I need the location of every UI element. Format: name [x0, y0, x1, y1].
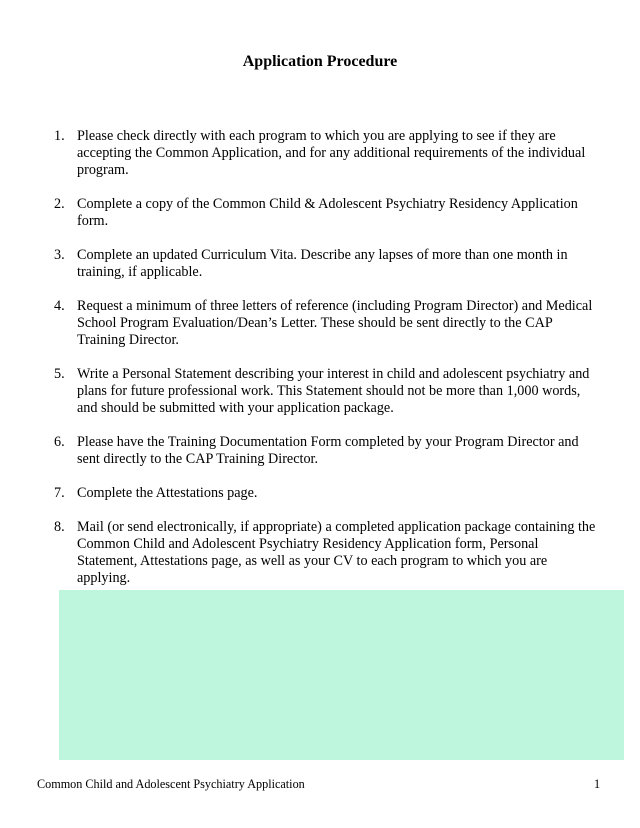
- page-number: 1: [594, 777, 601, 791]
- step-text: Please check directly with each program to which you are applying to see if they are accepting the Common Application, and for any additional requirements of the individual program.: [77, 128, 586, 178]
- highlight-block: [59, 590, 624, 760]
- step-text: Complete the Attestations page.: [77, 485, 258, 501]
- step-number: 2.: [54, 196, 65, 212]
- step-number: 1.: [54, 128, 65, 144]
- step-number: 3.: [54, 247, 65, 263]
- step-text: Complete an updated Curriculum Vita. Describe any lapses of more than one month in training, if applicable.: [77, 247, 568, 280]
- step-number: 7.: [54, 485, 65, 501]
- footer-text: Common Child and Adolescent Psychiatry Application: [37, 777, 305, 791]
- step-number: 8.: [54, 519, 65, 535]
- step-number: 4.: [54, 298, 65, 314]
- step-number: 5.: [54, 366, 65, 382]
- step-text: Complete a copy of the Common Child & Adolescent Psychiatry Residency Application form.: [77, 196, 578, 229]
- step-text: Write a Personal Statement describing your interest in child and adolescent psychiatry and plans for future professional work. This Statement should not be more than 1,000 words, and should be submitted with your application package.: [77, 366, 590, 416]
- procedure-step: [54, 485, 602, 502]
- step-text: Request a minimum of three letters of reference (including Program Director) and Medical School Program Evaluation/Dean’s Letter. These should be sent directly to the CAP Training Director.: [77, 298, 593, 348]
- step-text: Please have the Training Documentation Form completed by your Program Director and sent directly to the CAP Training Director.: [77, 434, 579, 467]
- procedure-step: [54, 366, 602, 417]
- procedure-step: [54, 519, 602, 587]
- page-title: Application Procedure: [242, 53, 398, 70]
- procedure-step: [54, 298, 602, 349]
- procedure-steps-list: [54, 128, 602, 604]
- procedure-step: [54, 434, 602, 468]
- step-number: 6.: [54, 434, 65, 450]
- step-text: Mail (or send electronically, if appropriate) a completed application package containing the Common Child and Adolescent Psychiatry Residency Application form, Personal Statement, Attestations page, as well as your CV to each program to which you are applying.: [77, 519, 596, 586]
- procedure-step: [54, 196, 602, 230]
- procedure-step: [54, 128, 602, 179]
- procedure-step: [54, 247, 602, 281]
